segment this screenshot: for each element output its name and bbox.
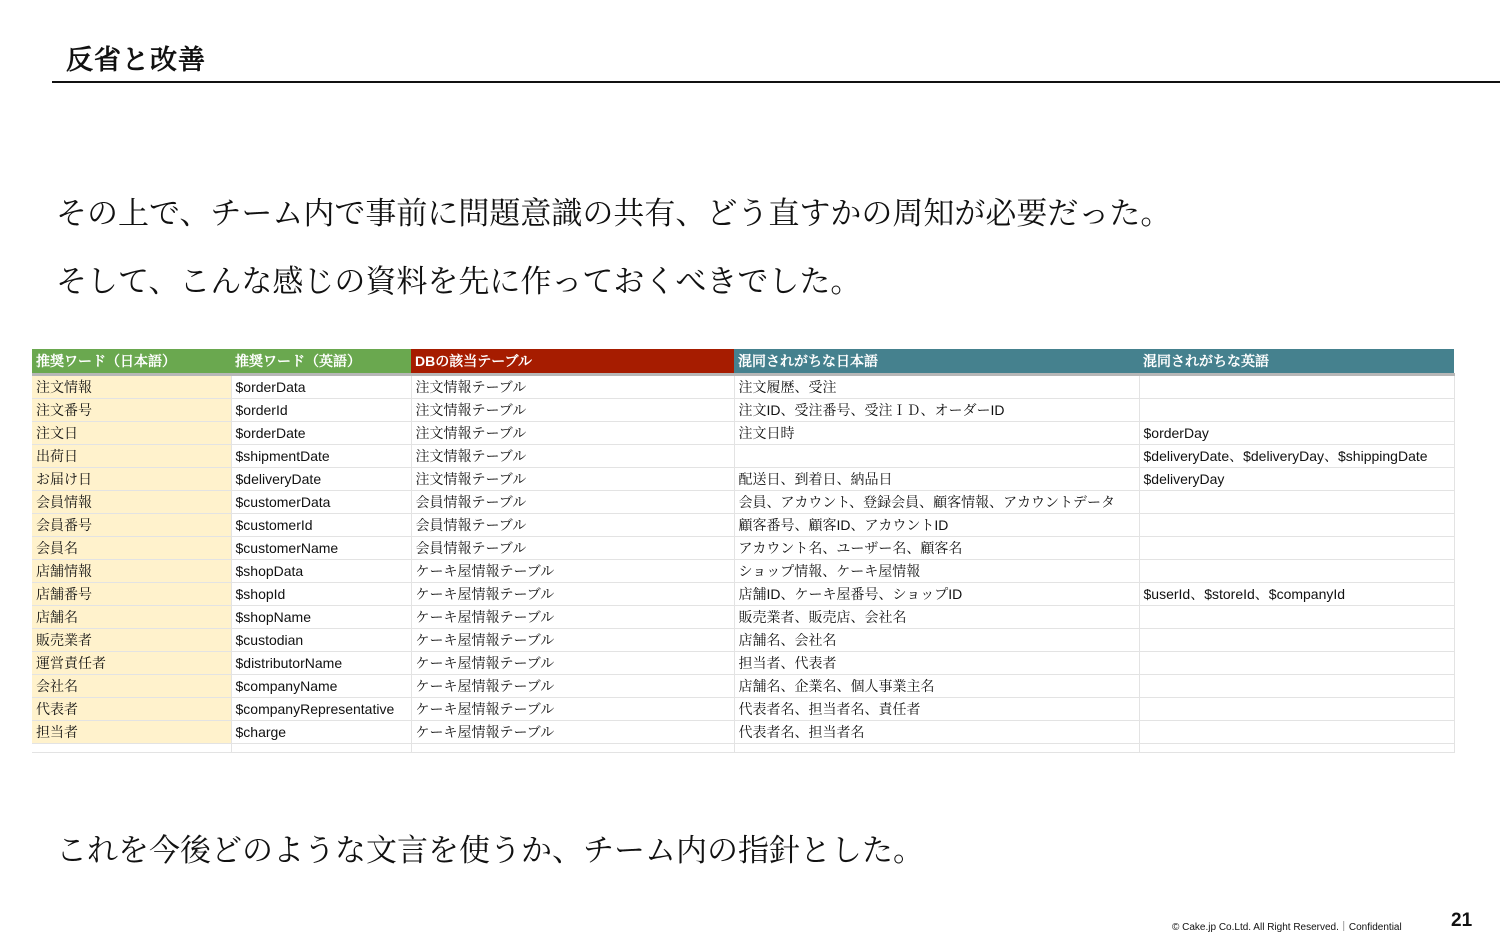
cell-db-table: ケーキ屋情報テーブル [411, 675, 734, 698]
cell-confused-jp: ショップ情報、ケーキ屋情報 [734, 560, 1139, 583]
cell-db-table: 注文情報テーブル [411, 399, 734, 422]
table-row [32, 652, 1454, 675]
table-row [32, 560, 1454, 583]
table-row [32, 629, 1454, 652]
cell-recommended-en: $orderData [231, 375, 411, 399]
cell-confused-en: $userId、$storeId、$companyId [1139, 583, 1454, 606]
cell-confused-jp: 販売業者、販売店、会社名 [734, 606, 1139, 629]
cell-recommended-jp: 会社名 [32, 675, 231, 698]
cell-db-table: ケーキ屋情報テーブル [411, 583, 734, 606]
cell-recommended-jp: 店舗情報 [32, 560, 231, 583]
cell-recommended-jp: 会員名 [32, 537, 231, 560]
cell-recommended-jp: 担当者 [32, 721, 231, 744]
cell-recommended-en: $custodian [231, 629, 411, 652]
cell-db-table: 注文情報テーブル [411, 375, 734, 399]
cell-recommended-en: $orderDate [231, 422, 411, 445]
cell-recommended-en: $customerData [231, 491, 411, 514]
cell-confused-en [1139, 560, 1454, 583]
body-line-3: これを今後どのような文言を使うか、チーム内の指針とした。 [56, 833, 924, 869]
terminology-table [32, 349, 1455, 753]
cell-confused-jp: 担当者、代表者 [734, 652, 1139, 675]
cell-confused-en: $deliveryDay [1139, 468, 1454, 491]
table-row [32, 514, 1454, 537]
cell-confused-en [1139, 652, 1454, 675]
cell-confused-jp: 会員、アカウント、登録会員、顧客情報、アカウントデータ [734, 491, 1139, 514]
cell-confused-jp: 注文履歴、受注 [734, 375, 1139, 399]
cell-confused-en [1139, 629, 1454, 652]
cell-recommended-en: $shipmentDate [231, 445, 411, 468]
cell-confused-jp: 配送日、到着日、納品日 [734, 468, 1139, 491]
header-confused-en: 混同されがちな英語 [1139, 349, 1454, 375]
table-row [32, 721, 1454, 744]
cell-recommended-en: $deliveryDate [231, 468, 411, 491]
cell-recommended-en: $shopName [231, 606, 411, 629]
table-header-row [32, 349, 1454, 375]
title-divider [52, 81, 1500, 83]
cell-recommended-jp: 注文番号 [32, 399, 231, 422]
cell-db-table: 会員情報テーブル [411, 491, 734, 514]
cell-recommended-jp: 注文情報 [32, 375, 231, 399]
table-row [32, 606, 1454, 629]
table-row [32, 375, 1454, 399]
table-row [32, 537, 1454, 560]
table-empty-row [32, 744, 1454, 753]
cell-confused-jp: 店舗名、会社名 [734, 629, 1139, 652]
empty-cell [1139, 744, 1454, 753]
table-row [32, 468, 1454, 491]
cell-confused-en [1139, 606, 1454, 629]
cell-recommended-jp: 出荷日 [32, 445, 231, 468]
cell-confused-jp: 店舗ID、ケーキ屋番号、ショップID [734, 583, 1139, 606]
cell-confused-en [1139, 698, 1454, 721]
cell-recommended-jp: 運営責任者 [32, 652, 231, 675]
cell-recommended-jp: 代表者 [32, 698, 231, 721]
cell-confused-en [1139, 375, 1454, 399]
table-row [32, 583, 1454, 606]
cell-db-table: ケーキ屋情報テーブル [411, 721, 734, 744]
header-confused-jp: 混同されがちな日本語 [734, 349, 1139, 375]
cell-db-table: ケーキ屋情報テーブル [411, 698, 734, 721]
cell-confused-jp: 代表者名、担当者名 [734, 721, 1139, 744]
cell-confused-en [1139, 514, 1454, 537]
cell-confused-en [1139, 721, 1454, 744]
cell-recommended-jp: 販売業者 [32, 629, 231, 652]
cell-recommended-jp: 会員情報 [32, 491, 231, 514]
cell-recommended-jp: お届け日 [32, 468, 231, 491]
cell-db-table: ケーキ屋情報テーブル [411, 560, 734, 583]
page-number: 21 [1451, 910, 1473, 931]
cell-recommended-jp: 注文日 [32, 422, 231, 445]
cell-confused-jp: 代表者名、担当者名、責任者 [734, 698, 1139, 721]
cell-recommended-en: $companyName [231, 675, 411, 698]
cell-confused-en [1139, 675, 1454, 698]
empty-cell [32, 744, 231, 753]
cell-confused-jp: 顧客番号、顧客ID、アカウントID [734, 514, 1139, 537]
cell-db-table: 会員情報テーブル [411, 514, 734, 537]
cell-confused-jp: 店舗名、企業名、個人事業主名 [734, 675, 1139, 698]
cell-recommended-en: $shopData [231, 560, 411, 583]
cell-confused-en: $deliveryDate、$deliveryDay、$shippingDate [1139, 445, 1454, 468]
cell-db-table: ケーキ屋情報テーブル [411, 629, 734, 652]
table-row [32, 422, 1454, 445]
slide-title: 反省と改善 [66, 45, 206, 76]
cell-confused-jp: アカウント名、ユーザー名、顧客名 [734, 537, 1139, 560]
cell-db-table: ケーキ屋情報テーブル [411, 652, 734, 675]
cell-confused-en [1139, 491, 1454, 514]
table-row [32, 675, 1454, 698]
body-line-1: その上で、チーム内で事前に問題意識の共有、どう直すかの周知が必要だった。 [56, 196, 1172, 232]
cell-db-table: 注文情報テーブル [411, 445, 734, 468]
table-row [32, 399, 1454, 422]
cell-confused-en [1139, 399, 1454, 422]
cell-db-table: 会員情報テーブル [411, 537, 734, 560]
cell-recommended-jp: 店舗名 [32, 606, 231, 629]
empty-cell [411, 744, 734, 753]
cell-recommended-en: $shopId [231, 583, 411, 606]
cell-confused-en [1139, 537, 1454, 560]
cell-recommended-en: $distributorName [231, 652, 411, 675]
body-line-2: そして、こんな感じの資料を先に作っておくべきでした。 [56, 264, 862, 300]
header-db-table: DBの該当テーブル [411, 349, 734, 375]
cell-recommended-en: $companyRepresentative [231, 698, 411, 721]
cell-db-table: ケーキ屋情報テーブル [411, 606, 734, 629]
cell-confused-jp [734, 445, 1139, 468]
cell-recommended-en: $orderId [231, 399, 411, 422]
header-recommended-en: 推奨ワード（英語） [231, 349, 411, 375]
footer-copyright: © Cake.jp Co.Ltd. All Right Reserved.｜Confidential [1172, 922, 1402, 933]
table-body [32, 375, 1454, 753]
cell-confused-en: $orderDay [1139, 422, 1454, 445]
header-recommended-jp: 推奨ワード（日本語） [32, 349, 231, 375]
cell-recommended-en: $customerName [231, 537, 411, 560]
cell-recommended-en: $customerId [231, 514, 411, 537]
table-row [32, 445, 1454, 468]
cell-db-table: 注文情報テーブル [411, 468, 734, 491]
table-row [32, 491, 1454, 514]
cell-db-table: 注文情報テーブル [411, 422, 734, 445]
table-row [32, 698, 1454, 721]
empty-cell [734, 744, 1139, 753]
empty-cell [231, 744, 411, 753]
cell-recommended-jp: 会員番号 [32, 514, 231, 537]
cell-recommended-jp: 店舗番号 [32, 583, 231, 606]
cell-recommended-en: $charge [231, 721, 411, 744]
cell-confused-jp: 注文日時 [734, 422, 1139, 445]
cell-confused-jp: 注文ID、受注番号、受注ＩＤ、オーダーID [734, 399, 1139, 422]
